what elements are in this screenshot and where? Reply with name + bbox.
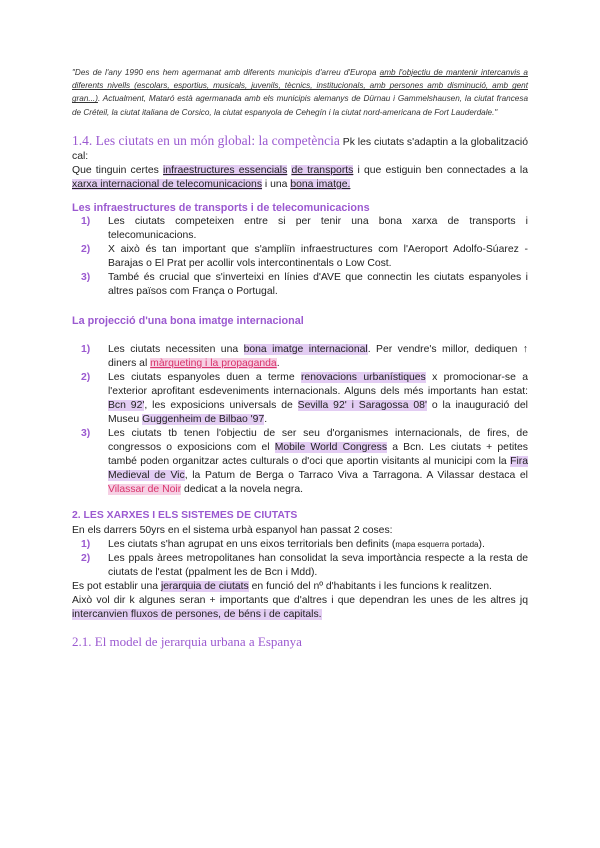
list-number: 3) (81, 271, 91, 283)
paragraph-text: Es pot establir una (72, 580, 161, 592)
highlight-renovacions: renovacions urbanístiques (300, 371, 426, 383)
list-text: , la Patum de Berga o Tarraco Viva a Tarragona. A Vilassar destaca el (184, 469, 528, 481)
highlight-guggenheim: Guggenheim de Bilbao '97 (142, 413, 265, 425)
list-number: 1) (81, 343, 91, 355)
quote-text-end: . Actualment, Mataró està agermanada amb els municipis alemanys de Dürnau i Gammelshausen, la ciutat francesa de Créteil, la ciutat italiana de Corsico, la ciutat espanyola de Cehegín i la ciutat nord-americana de Fort Lauderdale." (72, 94, 528, 117)
section-heading-2: 2. LES XARXES I ELS SISTEMES DE CIUTATS (72, 509, 298, 521)
highlight-bona-imatge: bona imatge. (290, 178, 351, 190)
list-text: ). (478, 538, 485, 550)
list-infraestructures (72, 215, 528, 299)
section-1-4-intro (72, 134, 528, 192)
quote-paragraph (72, 66, 528, 119)
highlight-jerarquia: jerarquia de ciutats (160, 580, 249, 592)
paragraph-text: en funció del nº d'habitants i les funcions k realitzen. (248, 580, 492, 592)
subheading-infraestructures: Les infraestructures de transports i de telecomunicacions (72, 201, 370, 214)
list-small-note: mapa esquerra portada (395, 539, 479, 549)
document-page (72, 66, 528, 650)
list-text: . (264, 413, 268, 425)
list-number: 2) (81, 371, 91, 383)
list-item (72, 343, 528, 371)
list-text: Les ciutats necessiten una (108, 343, 244, 355)
list-text: Les ppals àrees metropolitanes han consolidat la seva importància respecte a la resta de ciutats de l'estat (ppalment les de Bcn i Mdd). (108, 552, 528, 578)
list-text: Les ciutats espanyoles duen a terme (108, 371, 301, 383)
list-item (72, 552, 528, 580)
list-text: X això és tan important que s'ampliïn infraestructures com l'Aeroport Adolfo-Súarez - Barajas o El Prat per acollir vols intercontinentals o Low Cost. (108, 243, 528, 269)
highlight-fira-medieval: Fira Medieval de Vic (108, 455, 528, 481)
highlight-transports: de transports (291, 164, 354, 176)
highlight-sevilla-saragossa: Sevilla 92' i Saragossa 08' (297, 399, 427, 411)
list-item (72, 538, 528, 552)
list-xarxes (72, 538, 528, 580)
paragraph-text: Això vol dir k algunes seran + importants que d'altres i que dependran les unes de les altres jq (72, 594, 528, 606)
list-text: . (276, 357, 280, 369)
list-text: dedicat a la novela negra. (181, 483, 304, 495)
section-heading-1-4: 1.4. Les ciutats en un món global: la competència (72, 132, 340, 148)
section-2-intro: En els darrers 50yrs en el sistema urbà espanyol han passat 2 coses: (72, 524, 393, 536)
intro-text: i que estiguin ben connectades a la (353, 164, 529, 176)
list-item (72, 427, 528, 497)
list-item (72, 215, 528, 243)
highlight-infraestructures: infraestructures essencials (163, 164, 288, 176)
list-text: Les ciutats competeixen entre si per tenir una bona xarxa de transports i telecomunicacions. (108, 215, 528, 241)
section-heading-2-1: 2.1. El model de jerarquia urbana a Espanya (72, 633, 302, 649)
intro-text: Que tinguin certes (72, 164, 164, 176)
list-text: a Bcn. Les ciutats + petites també poden organitzar actes culturals o d'oci que aportin visitants al municipi com la (108, 441, 529, 467)
highlight-bcn92: Bcn 92' (108, 399, 145, 411)
list-item (72, 243, 528, 271)
list-number: 1) (81, 215, 91, 227)
subheading-projeccio: La projecció d'una bona imatge internacional (72, 314, 304, 327)
list-text: o la inauguració del Museu (108, 399, 528, 425)
highlight-bona-imatge-internacional: bona imatge internacional (243, 343, 368, 355)
highlight-marqueting: màrqueting i la propaganda (150, 357, 277, 369)
highlight-mobile-world-congress: Mobile World Congress (274, 441, 388, 453)
list-number: 3) (81, 427, 91, 439)
highlight-fluxos: intercanvien fluxos de persones, de béns i de capitals. (72, 608, 322, 620)
list-item (72, 371, 528, 427)
list-text: , les exposicions universals de (144, 399, 298, 411)
list-number: 1) (81, 538, 91, 550)
list-projeccio (72, 343, 528, 497)
intro-text: i una (262, 178, 291, 190)
list-text: Les ciutats s'han agrupat en uns eixos territorials ben definits ( (108, 538, 396, 550)
list-number: 2) (81, 243, 91, 255)
paragraph-jerarquia (72, 580, 528, 594)
quote-underlined: amb l'objectiu de mantenir intercanvis a diferents nivells (escolars, esportius, musicals, juvenils, tècnics, institucionals, amb persones amb disminució, amb gent gran...) (72, 68, 528, 104)
list-item (72, 271, 528, 299)
list-text: També és crucial que s'inverteixi en línies d'AVE que connectin les ciutats espanyoles i altres països com França o Portugal. (108, 271, 528, 297)
list-number: 2) (81, 552, 91, 564)
highlight-xarxa: xarxa internacional de telecomunicacions (72, 178, 263, 190)
list-text: . Per vendre's millor, dediquen ↑ diners al (108, 343, 528, 369)
list-text: Les ciutats tb tenen l'objectiu de ser seu d'organismes internacionals, de fires, de congressos o exposicions com el (108, 427, 528, 453)
intro-text: Pk les ciutats s'adaptin a la globalització cal: (72, 136, 528, 162)
paragraph-fluxos (72, 594, 528, 622)
highlight-vilassar-de-noir: Vilassar de Noir (108, 483, 182, 495)
list-text: x promocionar-se a l'exterior aprofitant esdeveniments internacionals. Alguns dels més importants han estat: (108, 371, 528, 397)
quote-text: "Des de l'any 1990 ens hem agermanat amb diferents municipis d'arreu d'Europa (72, 68, 380, 77)
